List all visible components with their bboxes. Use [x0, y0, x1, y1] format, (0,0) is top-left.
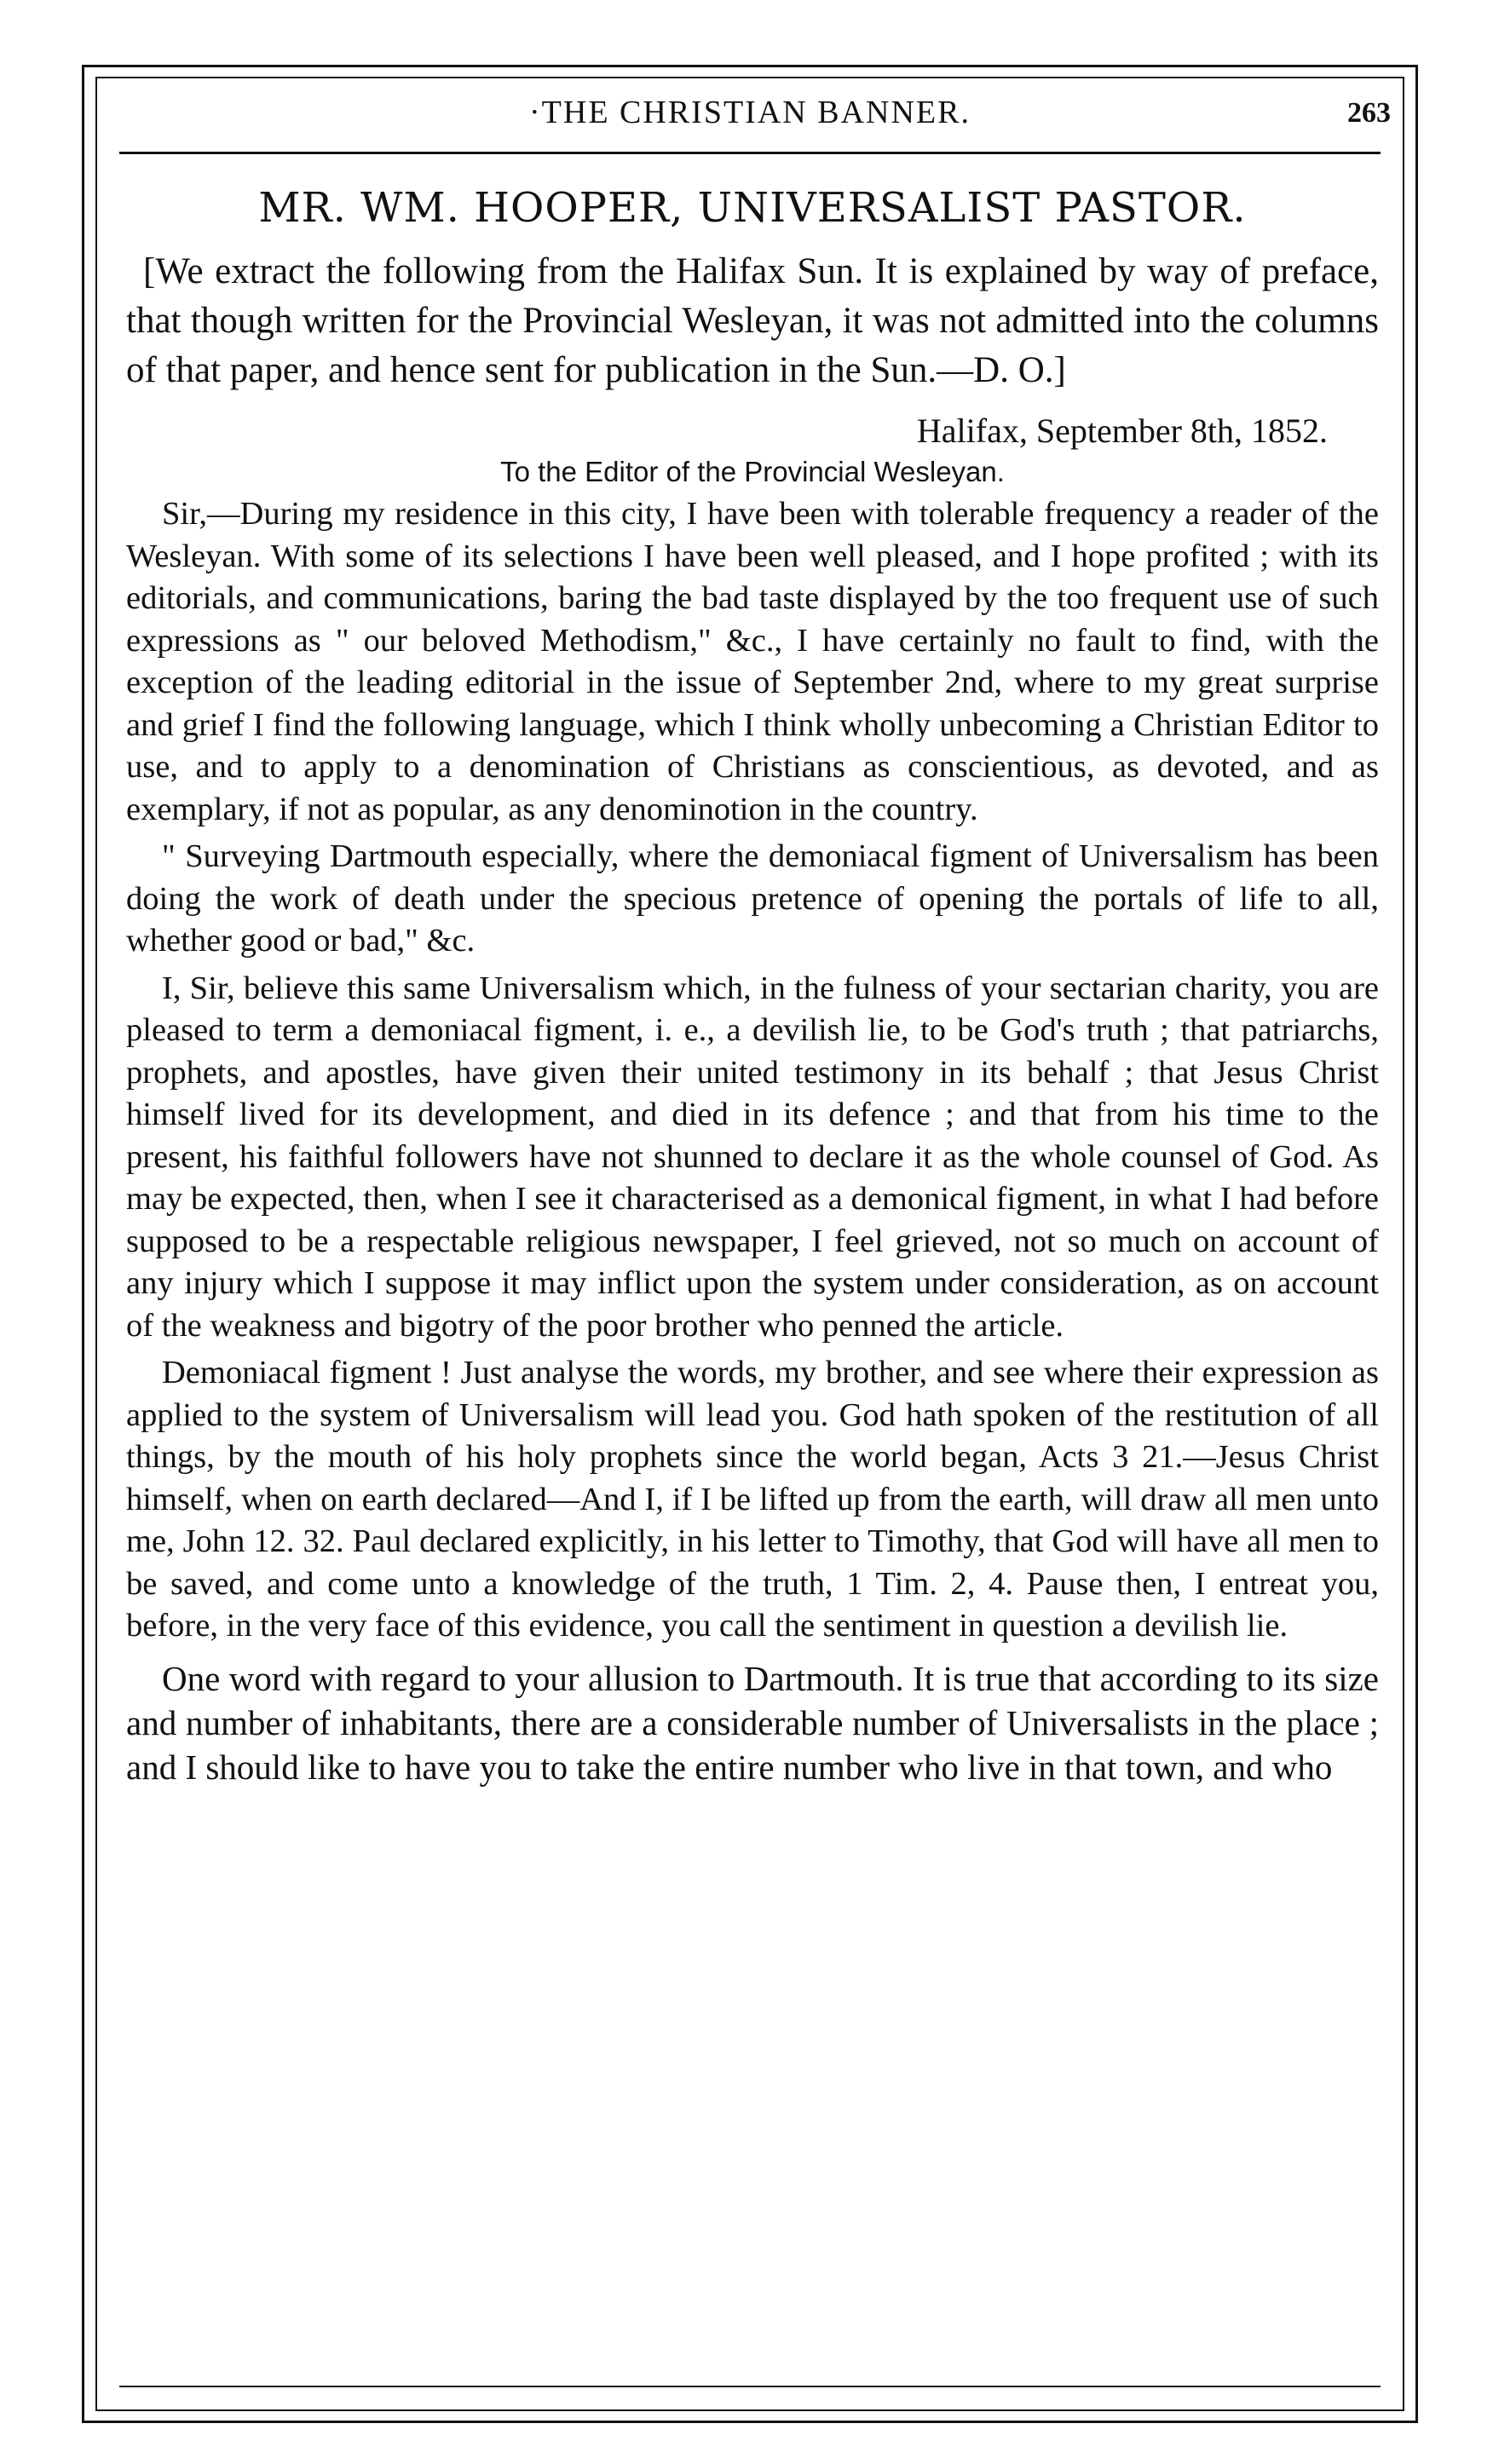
journal-title: ·THE CHRISTIAN BANNER.	[529, 95, 971, 130]
article	[126, 167, 1379, 1794]
dateline: Halifax, September 8th, 1852.	[916, 412, 1328, 450]
page-number: 263	[1347, 97, 1391, 129]
running-header	[102, 94, 1398, 153]
quotation-paragraph: " Surveying Dartmouth especially, where the demoniacal figment of Universalism has been doing the work of death under the specious pretence of opening the portals of life to all, whether good or bad," &c.	[126, 838, 1379, 959]
editor-preface: [We extract the following from the Halifax Sun. It is explained by way of preface, that though written for the Provincial Wesleyan, it was not admitted into the columns of that paper, and hence sent for publication in the Sun.—D. O.]	[126, 251, 1379, 390]
footer-rule	[119, 2386, 1381, 2387]
paragraph: Sir,—During my residence in this city, I have been with tolerable frequency a reader of the Wesleyan. With some of its selections I have been well pleased, and I hope profited ; with its editorials, and communications, baring the bad taste displayed by the too frequent use of such expressions as " our beloved Methodism," &c., I have certainly no fault to find, with the exception of the leading editorial in the issue of September 2nd, where to my great surprise and grief I find the following language, which I think wholly unbecoming a Christian Editor to use, and to apply to a denomination of Christians as conscientious, as devoted, and as exemplary, if not as popular, as any denominotion in the country.	[126, 496, 1379, 827]
addressee-line: To the Editor of the Provincial Wesleyan.	[500, 456, 1005, 487]
paragraph: I, Sir, believe this same Universalism which, in the fulness of your sectarian charity, you are pleased to term a demoniacal figment, i. e., a devilish lie, to be God's truth ; that patriarchs, prophets, and apostles, have given their united testimony in its behalf ; that Jesus Christ himself lived for its development, and died in its defence ; and that from his time to the present, his faithful followers have not shunned to declare it as the whole counsel of God. As may be expected, then, when I see it characterised as a demonical figment, in what I had before supposed to be a respectable religious newspaper, I feel grieved, not so much on account of any injury which I suppose it may inflict upon the system under consideration, as on account of the weakness and bigotry of the poor brother who penned the article.	[126, 970, 1379, 1344]
paragraph: One word with regard to your allusion to Dartmouth. It is true that according to its size and number of inhabitants, there are a considerable number of Universalists in the place ; and I should like to have you to take the entire number who live in that town, and who	[126, 1658, 1379, 1787]
paragraph: Demoniacal figment ! Just analyse the words, my brother, and see where their expression as applied to the system of Universalism will lead you. God hath spoken of the restitution of all things, by the mouth of his holy prophets since the world began, Acts 3 21.—Jesus Christ himself, when on earth declared—And I, if I be lifted up from the earth, will draw all men unto me, John 12. 32. Paul declared explicitly, in his letter to Timothy, that God will have all men to be saved, and come unto a knowledge of the truth, 1 Tim. 2, 4. Pause then, I entreat you, before, in the very face of this evidence, you call the sentiment in question a devilish lie.	[126, 1355, 1379, 1644]
header-rule	[119, 152, 1381, 154]
article-title: MR. WM. HOOPER, UNIVERSALIST PASTOR.	[258, 184, 1247, 232]
